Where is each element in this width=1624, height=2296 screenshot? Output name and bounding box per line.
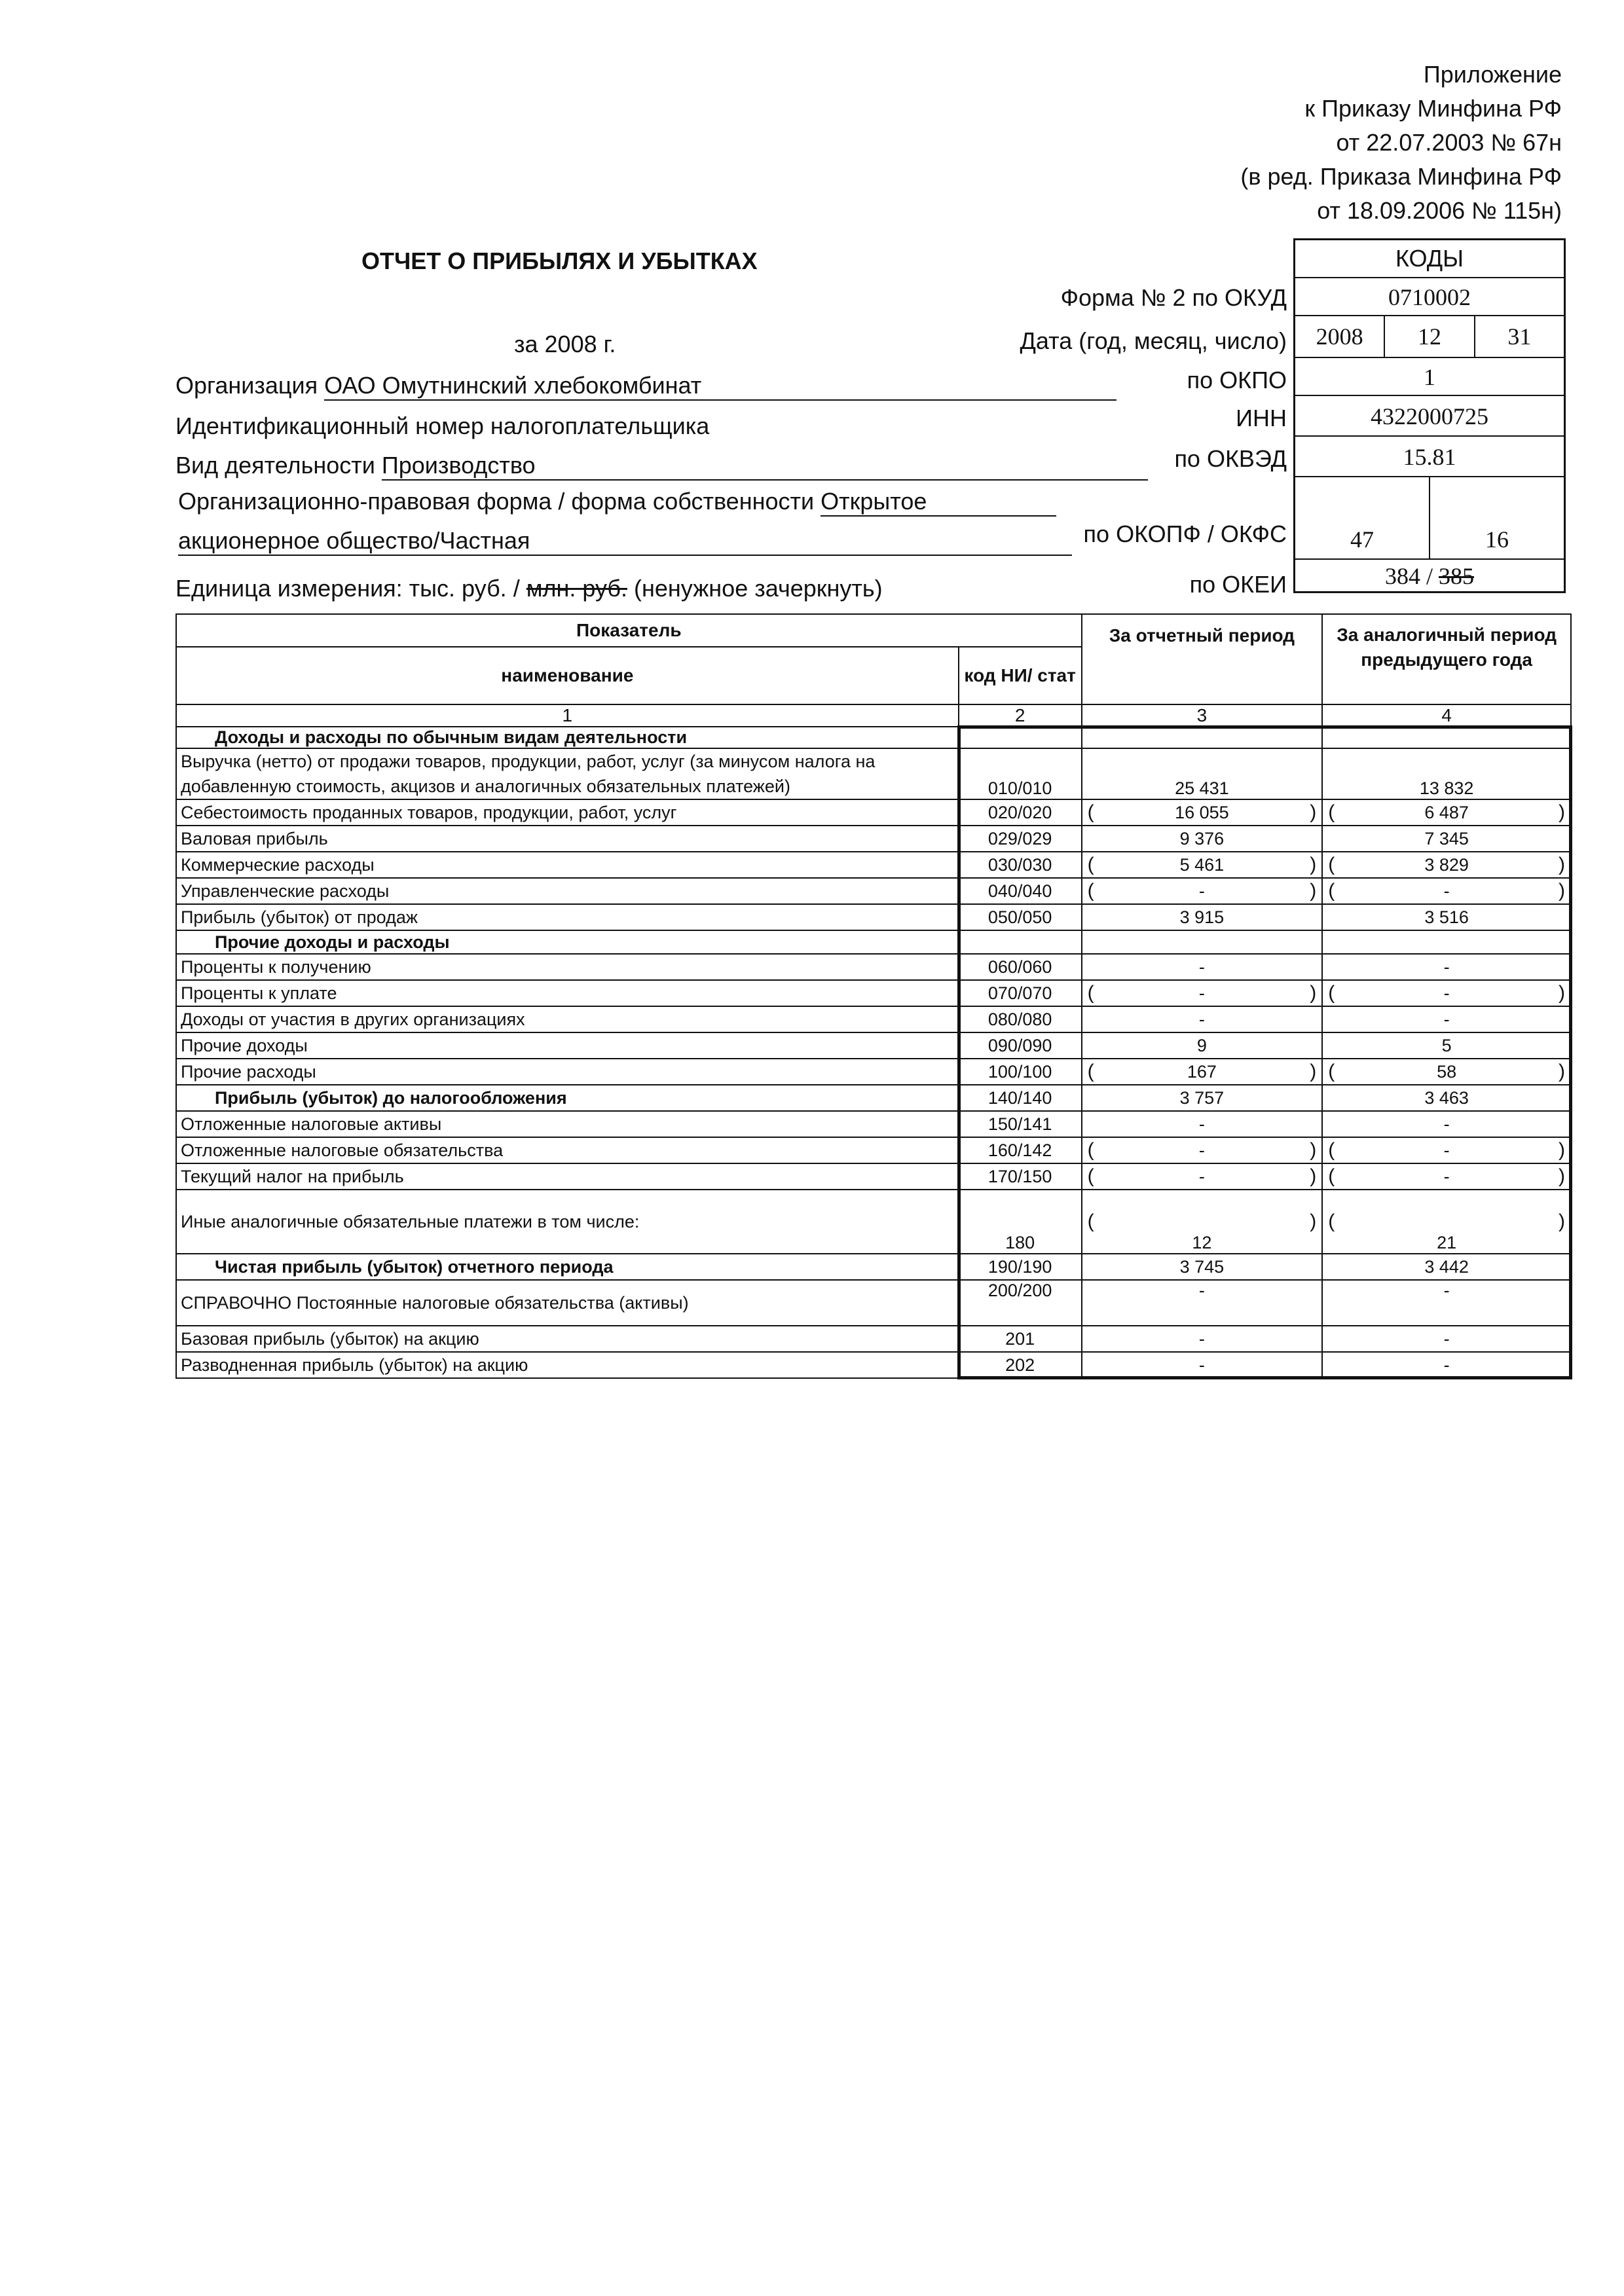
paren-close: )	[1559, 854, 1565, 875]
paren-open: (	[1328, 854, 1335, 875]
unit-label	[175, 575, 883, 602]
previous-value-cell	[1322, 980, 1571, 1006]
codes-header: КОДЫ	[1395, 245, 1464, 272]
org-label	[175, 372, 1116, 401]
paren-close: )	[1559, 1211, 1565, 1232]
current-value: 9	[1196, 1035, 1207, 1055]
previous-value-cell	[1322, 1352, 1571, 1378]
row-name: Разводненная прибыль (убыток) на акцию	[176, 1352, 959, 1378]
previous-value-cell	[1322, 1059, 1571, 1085]
legal-value-2: акционерное общество/Частная	[178, 527, 1072, 556]
previous-value-cell	[1322, 852, 1571, 878]
current-value-cell	[1082, 904, 1323, 930]
table-row	[176, 799, 1571, 826]
col-num-2: 2	[959, 704, 1082, 727]
table-row	[176, 1006, 1571, 1032]
current-value-cell	[1082, 954, 1323, 980]
org-prefix: Организация	[175, 372, 318, 399]
row-code: 080/080	[959, 1006, 1082, 1032]
row-name: Прибыль (убыток) от продаж	[176, 904, 959, 930]
paren-close: )	[1310, 801, 1317, 823]
paren-open: (	[1328, 1211, 1335, 1232]
table-row	[176, 930, 1571, 954]
previous-value: -	[1443, 1281, 1450, 1300]
paren-open: (	[1087, 1139, 1094, 1161]
form-label: Форма № 2 по ОКУД	[1060, 284, 1287, 311]
current-value-cell	[1082, 1352, 1323, 1378]
paren-close: )	[1310, 1061, 1317, 1082]
previous-value: 6 487	[1424, 802, 1469, 822]
current-value-cell	[1082, 878, 1323, 904]
col-num-4: 4	[1322, 704, 1571, 727]
header-line: от 18.09.2006 № 115н)	[1317, 197, 1562, 224]
previous-value: 13 832	[1419, 778, 1474, 798]
row-name: Иные аналогичные обязательные платежи в том числе:	[176, 1190, 959, 1254]
previous-value: -	[1443, 983, 1450, 1003]
current-value: 3 745	[1179, 1256, 1225, 1277]
date-codes	[1295, 315, 1564, 357]
row-name: Отложенные налоговые активы	[176, 1111, 959, 1137]
current-value-cell	[1082, 799, 1323, 826]
previous-value: 3 463	[1424, 1087, 1469, 1108]
row-code: 020/020	[959, 799, 1082, 826]
row-code: 100/100	[959, 1059, 1082, 1085]
okopf-code: 47	[1350, 526, 1374, 553]
current-value: 3 757	[1179, 1087, 1225, 1108]
paren-open: (	[1328, 1061, 1335, 1082]
current-value: -	[1198, 881, 1205, 901]
unit-prefix: Единица измерения: тыс. руб. /	[175, 575, 520, 602]
okpo-label: по ОКПО	[1187, 367, 1287, 393]
inn-short-label: ИНН	[1236, 405, 1287, 431]
current-value-cell	[1082, 826, 1323, 852]
header-line: (в ред. Приказа Минфина РФ	[1240, 163, 1562, 190]
previous-value-cell	[1322, 748, 1571, 799]
header-line: от 22.07.2003 № 67н	[1336, 129, 1562, 156]
date-label: Дата (год, месяц, число)	[1020, 327, 1287, 354]
table-body	[176, 727, 1571, 1378]
paren-open: (	[1087, 880, 1094, 902]
table-row	[176, 980, 1571, 1006]
previous-value-cell	[1322, 1190, 1571, 1254]
table-row	[176, 1032, 1571, 1059]
table-row	[176, 1190, 1571, 1254]
row-name: Отложенные налоговые обязательства	[176, 1137, 959, 1163]
row-name: Чистая прибыль (убыток) отчетного периода	[176, 1254, 959, 1280]
table-row	[176, 954, 1571, 980]
okud-code: 0710002	[1295, 277, 1564, 315]
table-row	[176, 1137, 1571, 1163]
paren-close: )	[1559, 1165, 1565, 1187]
okved-label: по ОКВЭД	[1174, 445, 1287, 472]
previous-value: 3 516	[1424, 907, 1469, 927]
day-code: 31	[1474, 316, 1564, 357]
previous-value: 3 829	[1424, 854, 1469, 875]
previous-value-cell	[1322, 826, 1571, 852]
current-value: -	[1198, 957, 1205, 977]
row-name: Себестоимость проданных товаров, продукции, работ, услуг	[176, 799, 959, 826]
table-row	[176, 727, 1571, 748]
row-code: 190/190	[959, 1254, 1082, 1280]
previous-value: -	[1443, 881, 1450, 901]
previous-value: 5	[1441, 1035, 1452, 1055]
current-value-cell	[1082, 852, 1323, 878]
row-name: Текущий налог на прибыль	[176, 1163, 959, 1190]
col-num-1: 1	[176, 704, 959, 727]
previous-value-cell	[1322, 1137, 1571, 1163]
paren-close: )	[1559, 1061, 1565, 1082]
row-code: 030/030	[959, 852, 1082, 878]
row-name: Выручка (нетто) от продажи товаров, продукции, работ, услуг (за минусом налога на добавленную стоимость, акцизов и аналогичных обязательных платежей)	[176, 748, 959, 799]
okpo-code: 1	[1295, 357, 1564, 395]
okfs-code: 16	[1429, 477, 1564, 558]
paren-close: )	[1310, 1165, 1317, 1187]
previous-value: -	[1443, 1009, 1450, 1029]
row-code: 202	[959, 1352, 1082, 1378]
current-value: 25 431	[1175, 778, 1229, 798]
previous-value-cell	[1322, 1032, 1571, 1059]
paren-close: )	[1559, 982, 1565, 1004]
previous-value-cell	[1322, 904, 1571, 930]
current-value-cell	[1082, 1006, 1323, 1032]
current-value-cell	[1082, 980, 1323, 1006]
current-value-cell	[1082, 1280, 1323, 1326]
paren-close: )	[1559, 801, 1565, 823]
row-name: СПРАВОЧНО Постоянные налоговые обязательства (активы)	[176, 1280, 959, 1326]
current-value-cell	[1082, 748, 1323, 799]
current-value-cell	[1082, 1059, 1323, 1085]
current-value: -	[1198, 1009, 1205, 1029]
previous-value: 58	[1437, 1061, 1457, 1082]
previous-value: -	[1443, 1355, 1450, 1375]
section-previous-cell	[1322, 727, 1571, 748]
row-name: Прочие расходы	[176, 1059, 959, 1085]
previous-value-cell	[1322, 954, 1571, 980]
code-header: код НИ/ стат	[959, 647, 1082, 704]
inn-label: Идентификационный номер налогоплательщика	[175, 412, 710, 439]
section-heading: Доходы и расходы по обычным видам деятельности	[176, 727, 959, 748]
table-row	[176, 878, 1571, 904]
previous-value: -	[1443, 1114, 1450, 1134]
paren-open: (	[1087, 1165, 1094, 1187]
section-current-cell	[1082, 930, 1323, 954]
okopf-okfs-codes	[1295, 476, 1564, 558]
activity-value: Производство	[382, 452, 1148, 481]
current-value: 9 376	[1179, 828, 1225, 848]
table-row	[176, 904, 1571, 930]
table-row	[176, 1254, 1571, 1280]
previous-value-cell	[1322, 1326, 1571, 1352]
indicator-header: Показатель	[176, 614, 1082, 647]
row-code: 160/142	[959, 1137, 1082, 1163]
row-name: Проценты к уплате	[176, 980, 959, 1006]
current-value: 5 461	[1179, 854, 1225, 875]
current-value: 16 055	[1175, 802, 1229, 822]
unit-struck: млн. руб.	[526, 575, 628, 602]
current-value: -	[1198, 1281, 1205, 1300]
okei-code	[1295, 558, 1564, 591]
table-row	[176, 1280, 1571, 1326]
row-name: Доходы от участия в других организациях	[176, 1006, 959, 1032]
table-row	[176, 1059, 1571, 1085]
paren-open: (	[1328, 880, 1335, 902]
previous-value: 7 345	[1424, 828, 1469, 848]
previous-period-header: За аналогичный период предыдущего года	[1322, 614, 1571, 704]
current-value-cell	[1082, 1163, 1323, 1190]
previous-value-cell	[1322, 878, 1571, 904]
paren-open: (	[1328, 801, 1335, 823]
previous-value-cell	[1322, 799, 1571, 826]
section-current-cell	[1082, 727, 1323, 748]
previous-value: -	[1443, 1166, 1450, 1186]
row-code: 060/060	[959, 954, 1082, 980]
previous-value-cell	[1322, 1006, 1571, 1032]
legal-form-label	[178, 488, 1056, 517]
paren-close: )	[1310, 880, 1317, 902]
year-code: 2008	[1316, 323, 1363, 350]
paren-open: (	[1087, 1061, 1094, 1082]
header-line: к Приказу Минфина РФ	[1304, 95, 1562, 122]
current-value-cell	[1082, 1190, 1323, 1254]
row-name: Базовая прибыль (убыток) на акцию	[176, 1326, 959, 1352]
current-value: -	[1198, 1140, 1205, 1160]
table-row	[176, 826, 1571, 852]
previous-value-cell	[1322, 1280, 1571, 1326]
current-value: -	[1198, 1114, 1205, 1134]
paren-open: (	[1328, 1165, 1335, 1187]
paren-close: )	[1559, 1139, 1565, 1161]
okei-value: 384 /	[1384, 563, 1433, 589]
paren-open: (	[1087, 854, 1094, 875]
table-row	[176, 1085, 1571, 1111]
row-name: Коммерческие расходы	[176, 852, 959, 878]
section-heading: Прочие доходы и расходы	[176, 930, 959, 954]
paren-close: )	[1559, 880, 1565, 902]
row-code: 150/141	[959, 1111, 1082, 1137]
order-reference	[1240, 58, 1562, 228]
row-code: 180	[959, 1190, 1082, 1254]
row-code: 050/050	[959, 904, 1082, 930]
unit-suffix: (ненужное зачеркнуть)	[634, 575, 883, 602]
previous-value-cell	[1322, 1111, 1571, 1137]
paren-open: (	[1087, 801, 1094, 823]
row-code: 010/010	[959, 748, 1082, 799]
profit-loss-table	[175, 613, 1572, 1379]
previous-value: -	[1443, 1328, 1450, 1349]
section-previous-cell	[1322, 930, 1571, 954]
table-row	[176, 1326, 1571, 1352]
current-value: -	[1198, 1355, 1205, 1375]
row-code: 040/040	[959, 878, 1082, 904]
table-row	[176, 1111, 1571, 1137]
table-row	[176, 1163, 1571, 1190]
previous-value-cell	[1322, 1163, 1571, 1190]
legal-prefix: Организационно-правовая форма / форма собственности	[178, 488, 815, 515]
legal-value-1: Открытое	[821, 488, 1056, 517]
table-row	[176, 852, 1571, 878]
current-period-header: За отчетный период	[1082, 614, 1323, 704]
previous-value: -	[1443, 1140, 1450, 1160]
paren-open: (	[1087, 982, 1094, 1004]
row-name: Управленческие расходы	[176, 878, 959, 904]
org-name: ОАО Омутнинский хлебокомбинат	[324, 372, 1116, 401]
okved-code: 15.81	[1295, 435, 1564, 476]
current-value: -	[1198, 1166, 1205, 1186]
row-code: 140/140	[959, 1085, 1082, 1111]
section-code-cell	[959, 930, 1082, 954]
current-value-cell	[1082, 1254, 1323, 1280]
row-code: 029/029	[959, 826, 1082, 852]
paren-close: )	[1310, 854, 1317, 875]
legal-form-line2	[178, 527, 1072, 556]
row-code: 200/200	[959, 1280, 1082, 1326]
row-code: 201	[959, 1326, 1082, 1352]
row-code: 170/150	[959, 1163, 1082, 1190]
activity-label	[175, 452, 1148, 481]
previous-value: -	[1443, 957, 1450, 977]
codes-box	[1293, 238, 1566, 593]
name-header: наименование	[176, 647, 959, 704]
inn-code: 4322000725	[1295, 395, 1564, 435]
row-name: Валовая прибыль	[176, 826, 959, 852]
month-code: 12	[1384, 316, 1473, 357]
col-num-3: 3	[1082, 704, 1323, 727]
activity-prefix: Вид деятельности	[175, 452, 375, 479]
row-name: Прибыль (убыток) до налогообложения	[176, 1085, 959, 1111]
paren-open: (	[1087, 1211, 1094, 1232]
previous-value: 21	[1437, 1233, 1457, 1252]
report-period: за 2008 г.	[514, 331, 616, 357]
row-code: 070/070	[959, 980, 1082, 1006]
okei-label: по ОКЕИ	[1189, 571, 1287, 598]
row-name: Прочие доходы	[176, 1032, 959, 1059]
current-value-cell	[1082, 1137, 1323, 1163]
current-value-cell	[1082, 1111, 1323, 1137]
paren-close: )	[1310, 982, 1317, 1004]
section-code-cell	[959, 727, 1082, 748]
current-value-cell	[1082, 1032, 1323, 1059]
current-value-cell	[1082, 1085, 1323, 1111]
current-value: 3 915	[1179, 907, 1225, 927]
previous-value-cell	[1322, 1254, 1571, 1280]
report-title: ОТЧЕТ О ПРИБЫЛЯХ И УБЫТКАХ	[361, 247, 758, 274]
table-row	[176, 748, 1571, 799]
paren-open: (	[1328, 1139, 1335, 1161]
okopf-label: по ОКОПФ / ОКФС	[1083, 520, 1287, 547]
header-line: Приложение	[1423, 61, 1562, 88]
row-code: 090/090	[959, 1032, 1082, 1059]
current-value: -	[1198, 983, 1205, 1003]
okei-struck: 385	[1439, 563, 1474, 589]
paren-close: )	[1310, 1139, 1317, 1161]
current-value: -	[1198, 1328, 1205, 1349]
previous-value-cell	[1322, 1085, 1571, 1111]
table-row	[176, 1352, 1571, 1378]
paren-close: )	[1310, 1211, 1317, 1232]
current-value-cell	[1082, 1326, 1323, 1352]
row-name: Проценты к получению	[176, 954, 959, 980]
current-value: 167	[1187, 1061, 1217, 1082]
current-value: 12	[1192, 1233, 1212, 1252]
previous-value: 3 442	[1424, 1256, 1469, 1277]
paren-open: (	[1328, 982, 1335, 1004]
